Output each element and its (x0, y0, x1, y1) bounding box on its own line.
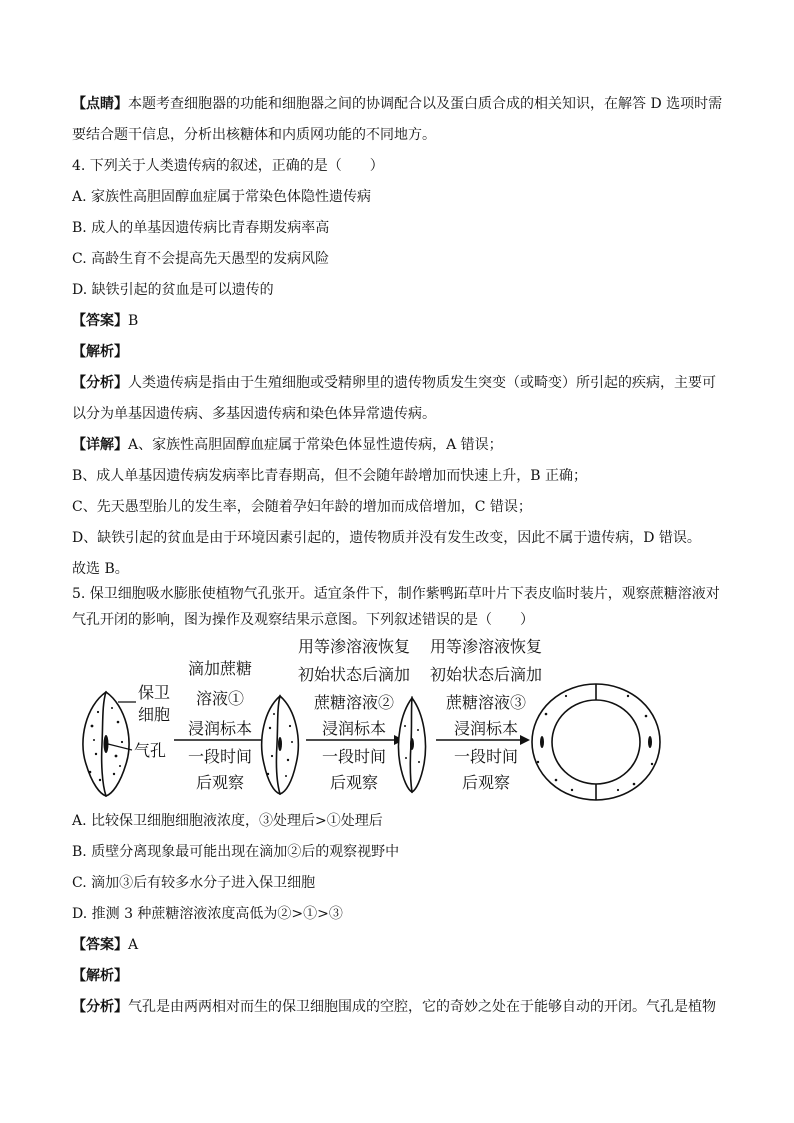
svg-text:后观察: 后观察 (329, 773, 379, 792)
xiangjie-tag: 【详解】 (72, 437, 128, 453)
analysis-5-heading (72, 966, 722, 986)
xiangjie-text: A、家族性高胆固醇血症属于常染色体显性遗传病，A 错误； (128, 437, 503, 453)
analysis-4-heading (72, 342, 722, 362)
question-5-option-a (72, 811, 722, 831)
xiangjie-4-line-a (72, 435, 722, 455)
fenxi-5-line-1 (72, 997, 722, 1017)
svg-text:蔗糖溶液②: 蔗糖溶液② (313, 693, 395, 712)
svg-text:后观察: 后观察 (461, 773, 511, 792)
svg-text:一段时间: 一段时间 (321, 747, 387, 766)
dianjing-text: 本题考查细胞器的功能和细胞器之间的协调配合以及蛋白质合成的相关知识，在解答 D 选项时需 (128, 96, 723, 112)
guard-cell-label-1: 保卫 (138, 683, 171, 702)
svg-text:一段时间: 一段时间 (453, 747, 519, 766)
answer-tag: 【答案】 (72, 313, 128, 329)
answer-value: A (128, 937, 139, 953)
xiangjie-4-conclusion (72, 559, 722, 579)
svg-text:一段时间: 一段时间 (187, 747, 253, 766)
xiangjie-4-line-d (72, 528, 722, 548)
fenxi-4-line-1 (72, 373, 722, 393)
answer-value: B (128, 313, 139, 329)
question-4-option-b (72, 218, 722, 238)
option-text: B. 质壁分离现象最可能出现在滴加②后的观察视野中 (72, 844, 400, 860)
analysis-tag: 【解析】 (72, 344, 128, 360)
question-5-option-d (72, 904, 722, 924)
question-5-option-c (72, 873, 722, 893)
question-5-option-b (72, 842, 722, 862)
svg-text:初始状态后滴加: 初始状态后滴加 (297, 665, 411, 684)
question-5-stem-2 (72, 610, 722, 630)
svg-text:浸润标本: 浸润标本 (187, 719, 253, 738)
xiangjie-4-line-b (72, 466, 722, 486)
svg-text:初始状态后滴加: 初始状态后滴加 (429, 665, 543, 684)
question-4-option-c (72, 249, 722, 269)
option-text: C. 高龄生育不会提高先天愚型的发病风险 (72, 251, 330, 267)
option-text: D. 推测 3 种蔗糖溶液浓度高低为②>①>③ (72, 906, 343, 922)
dianjing-line-2 (72, 125, 722, 145)
svg-text:溶液①: 溶液① (195, 689, 245, 708)
option-text: B. 成人的单基因遗传病比青春期发病率高 (72, 220, 330, 236)
dianjing-text-cont: 要结合题干信息，分析出核糖体和内质网功能的不同地方。 (72, 127, 436, 143)
fenxi-tag: 【分析】 (72, 375, 128, 391)
svg-text:蔗糖溶液③: 蔗糖溶液③ (445, 693, 527, 712)
xiangjie-4-line-c (72, 497, 722, 517)
fenxi-text-cont: 以分为单基因遗传病、多基因遗传病和染色体异常遗传病。 (72, 406, 436, 422)
question-5-stem-1 (72, 584, 722, 604)
answer-tag: 【答案】 (72, 937, 128, 953)
svg-text:后观察: 后观察 (195, 773, 245, 792)
question-4-option-d (72, 280, 722, 300)
question-4-stem (72, 156, 722, 176)
option-text: A. 比较保卫细胞细胞液浓度，③处理后>①处理后 (72, 813, 383, 829)
svg-text:用等渗溶液恢复: 用等渗溶液恢复 (297, 637, 411, 656)
fenxi-text: 气孔是由两两相对而生的保卫细胞围成的空腔，它的奇妙之处在于能够自动的开闭。气孔是植物 (128, 999, 716, 1015)
step-3-instructions (430, 637, 542, 792)
dianjing-tag: 【点睛】 (72, 96, 128, 112)
answer-4 (72, 311, 722, 331)
option-text: A. 家族性高胆固醇血症属于常染色体隐性遗传病 (72, 189, 372, 205)
option-text: C. 滴加③后有较多水分子进入保卫细胞 (72, 875, 316, 891)
stoma-initial-figure (83, 692, 129, 796)
fenxi-4-line-2 (72, 404, 722, 424)
fenxi-tag: 【分析】 (72, 999, 128, 1015)
svg-text:浸润标本: 浸润标本 (321, 719, 387, 738)
question-4-option-a (72, 187, 722, 207)
xiangjie-text: D、缺铁引起的贫血是由于环境因素引起的，遗传物质并没有发生改变，因此不属于遗传病，D 错误。 (72, 530, 701, 546)
stoma-after-solution-2-figure (399, 698, 426, 792)
option-text: D. 缺铁引起的贫血是可以遗传的 (72, 282, 274, 298)
xiangjie-text: 故选 B。 (72, 561, 129, 577)
question-4-text: 4. 下列关于人类遗传病的叙述，正确的是（ ） (72, 158, 384, 174)
guard-cell-label-2: 细胞 (138, 705, 171, 724)
fenxi-text: 人类遗传病是指由于生殖细胞或受精卵里的遗传物质发生突变（或畸变）所引起的疾病，主要可 (128, 375, 716, 391)
svg-text:浸润标本: 浸润标本 (453, 719, 519, 738)
step-2-instructions (298, 637, 410, 792)
question-5-text-cont: 气孔开闭的影响，图为操作及观察结果示意图。下列叙述错误的是（ ） (72, 612, 534, 628)
xiangjie-text: C、先天愚型胎儿的发生率，会随着孕妇年龄的增加而成倍增加，C 错误； (72, 499, 532, 515)
question-5-text: 5. 保卫细胞吸水膨胀使植物气孔张开。适宜条件下，制作紫鸭跖草叶片下表皮临时装片，观察蔗糖溶液对 (72, 586, 720, 602)
stoma-label: 气孔 (134, 741, 167, 760)
dianjing-line-1 (72, 94, 722, 114)
stomata-experiment-diagram (72, 634, 722, 810)
svg-text:用等渗溶液恢复: 用等渗溶液恢复 (429, 637, 543, 656)
stoma-after-solution-3-figure (532, 684, 660, 800)
xiangjie-text: B、成人单基因遗传病发病率比青春期高，但不会随年龄增加而快速上升，B 正确； (72, 468, 588, 484)
answer-5 (72, 935, 722, 955)
analysis-tag: 【解析】 (72, 968, 128, 984)
svg-text:滴加蔗糖: 滴加蔗糖 (187, 659, 253, 678)
stoma-after-solution-1-figure (262, 696, 299, 794)
step-1-instructions (188, 659, 252, 792)
